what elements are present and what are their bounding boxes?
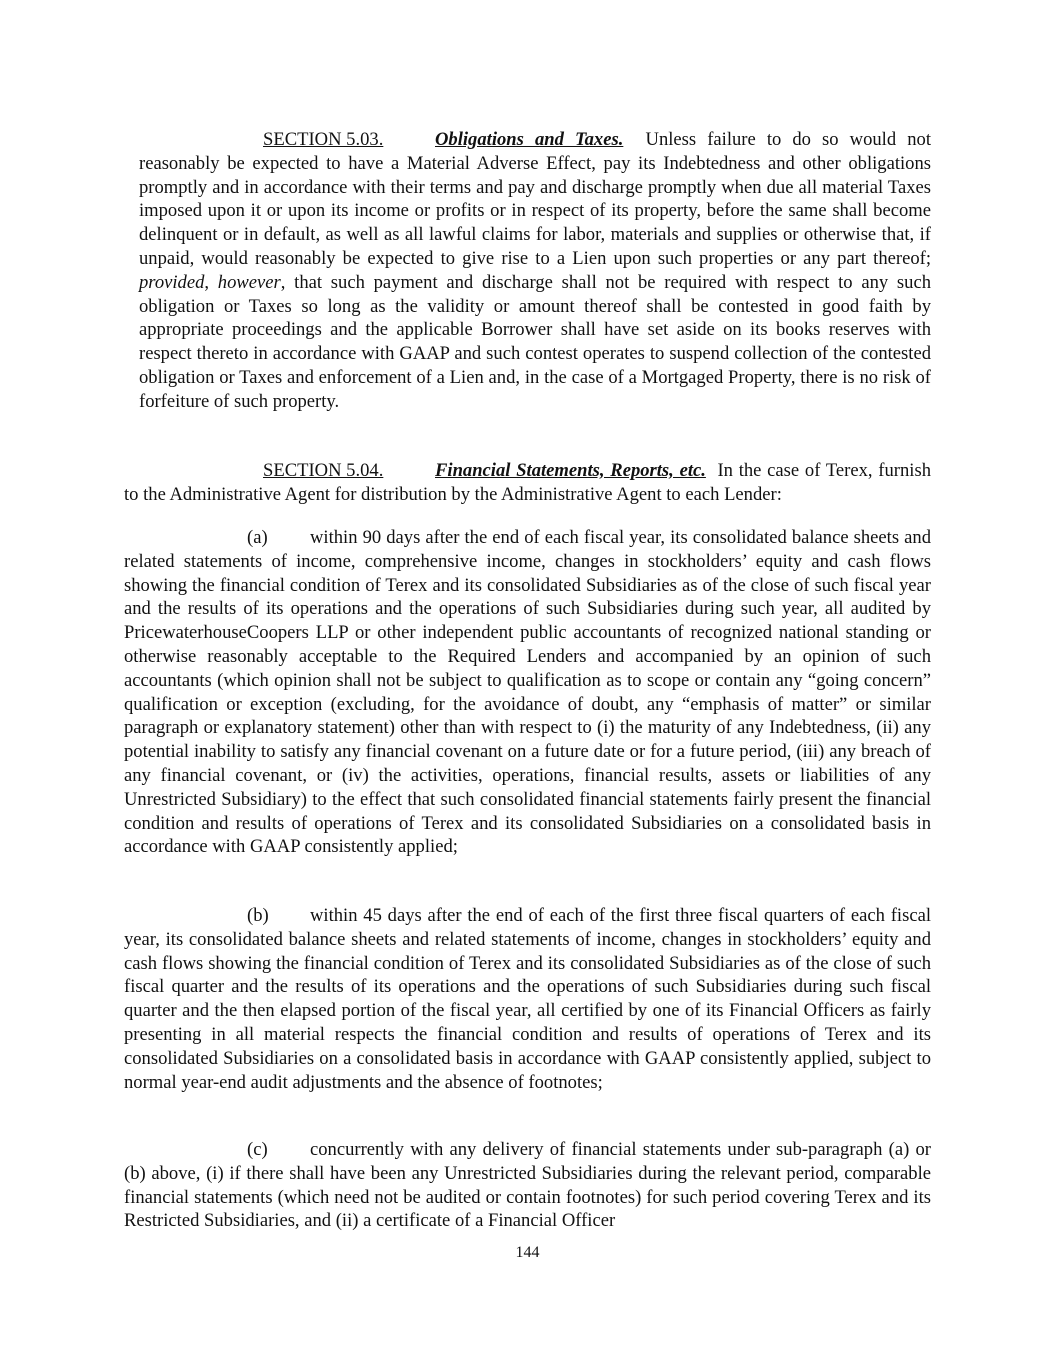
paragraph-c-text: concurrently with any delivery of financial statements under sub-paragraph (a) or (b) above, (i) if there shall have been any Unrestricted Subsidiaries during the relevant period, comparable financial statements (which need not be audited or contain footnotes) for such period covering Terex and its Restricted Subsidiaries, and (ii) a certificate of a Financial Officer bbox=[124, 1139, 931, 1232]
paragraph-a-text: within 90 days after the end of each fiscal year, its consolidated balance sheets and related statements of income, comprehensive income, changes in stockholders’ equity and cash flows showing the financial condition of Terex and its consolidated Subsidiaries as of the close of such fiscal year and the results of its operations and the operations of such Subsidiaries during such year, all audited by PricewaterhouseCoopers LLP or other independent public accountants of recognized national standing or otherwise reasonably acceptable to the Required Lenders and accompanied by an opinion of such accountants (which opinion shall not be subject to qualification as to scope or contain any “going concern” qualification or exception (excluding, for the avoidance of doubt, any “emphasis of matter” or similar paragraph or explanatory statement) other than with respect to (i) the maturity of any Indebtedness, (ii) any potential inability to satisfy any financial covenant on a future date or for a future period, (iii) any breach of any financial covenant, or (iv) the activities, operations, financial results, assets or liabilities of any Unrestricted Subsidiary) to the effect that such consolidated financial statements fairly present the financial condition and results of operations of Terex and its consolidated Subsidiaries on a consolidated basis in accordance with GAAP consistently applied; bbox=[124, 527, 931, 858]
paragraph-b-label: (b) bbox=[247, 905, 269, 926]
section-5-03-body-part1: Unless failure to do so would not reasonably be expected to have a Material Adverse Effect, pay its Indebtedness and other obligations promptly and in accordance with their terms and pay and discharge promptly when due all material Taxes imposed upon it or upon its income or profits or in respect of its property, before the same shall become delinquent or in default, as well as all lawful claims for labor, materials and supplies or otherwise that, if unpaid, would reasonably be expected to give rise to a Lien upon such properties or any part thereof; bbox=[139, 129, 931, 269]
section-5-04-number: SECTION 5.04. bbox=[263, 460, 384, 481]
section-5-03-title: Obligations and Taxes. bbox=[435, 129, 624, 150]
paragraph-c bbox=[124, 1138, 931, 1233]
section-5-03-body-part2: , that such payment and discharge shall not be required with respect to any such obligation or Taxes so long as the validity or amount thereof shall be contested in good faith by appropriate proceedings and the applicable Borrower shall have set aside on its books reserves with respect thereto in accordance with GAAP and such contest operates to suspend collection of the contested obligation or Taxes and enforcement of a Lien and, in the case of a Mortgaged Property, there is no risk of forfeiture of such property. bbox=[139, 271, 931, 412]
paragraph-a bbox=[124, 526, 931, 859]
section-5-03-provided: provided bbox=[139, 271, 205, 293]
section-5-04-body: In the case of Terex, furnish to the Administrative Agent for distribution by the Administrative Agent to each Lender: bbox=[124, 460, 931, 505]
section-5-03: SECTION 5.03. Obligations and Taxes. Unless failure to do so would not reasonably be expected to have a Material Adverse Effect, pay its Indebtedness and other obligations promptly and in accordance with their terms and pay and discharge promptly when due all material Taxes imposed upon it or upon its income or profits or in respect of its property, before the same shall become delinquent or in default, as well as all lawful claims for labor, materials and supplies or otherwise that, if unpaid, would reasonably be expected to give rise to a Lien upon such properties or any part thereof; provided, however, that such payment and discharge shall not be required with respect to any such obligation or Taxes so long as the validity or amount thereof shall be contested in good faith by appropriate proceedings and the applicable Borrower shall have set aside on its books reserves with respect thereto in accordance with GAAP and such contest operates to suspend collection of the contested obligation or Taxes and enforcement of a Lien and, in the case of a Mortgaged Property, there is no risk of forfeiture of such property. bbox=[139, 129, 931, 412]
paragraph-c-label: (c) bbox=[247, 1139, 268, 1160]
paragraph-b bbox=[124, 904, 931, 1094]
paragraph-a-label: (a) bbox=[247, 527, 268, 548]
paragraph-b-text: within 45 days after the end of each of the first three fiscal quarters of each fiscal year, its consolidated balance sheets and related statements of income, changes in stockholders’ equity and cash flows showing the financial condition of Terex and its consolidated Subsidiaries as of the close of such fiscal quarter and the results of its operations and the operations of such Subsidiaries during such fiscal quarter and the then elapsed portion of the fiscal year, all certified by one of its Financial Officers as fairly presenting in all material respects the financial condition and results of operations of Terex and its consolidated Subsidiaries on a consolidated basis in accordance with GAAP consistently applied, subject to normal year-end audit adjustments and the absence of footnotes; bbox=[124, 905, 931, 1093]
section-5-03-however: however bbox=[217, 271, 281, 293]
section-5-04-title: Financial Statements, Reports, etc. bbox=[435, 460, 706, 481]
section-5-03-number: SECTION 5.03. bbox=[263, 129, 384, 150]
section-5-04 bbox=[124, 459, 931, 507]
page-number: 144 bbox=[515, 1244, 540, 1261]
